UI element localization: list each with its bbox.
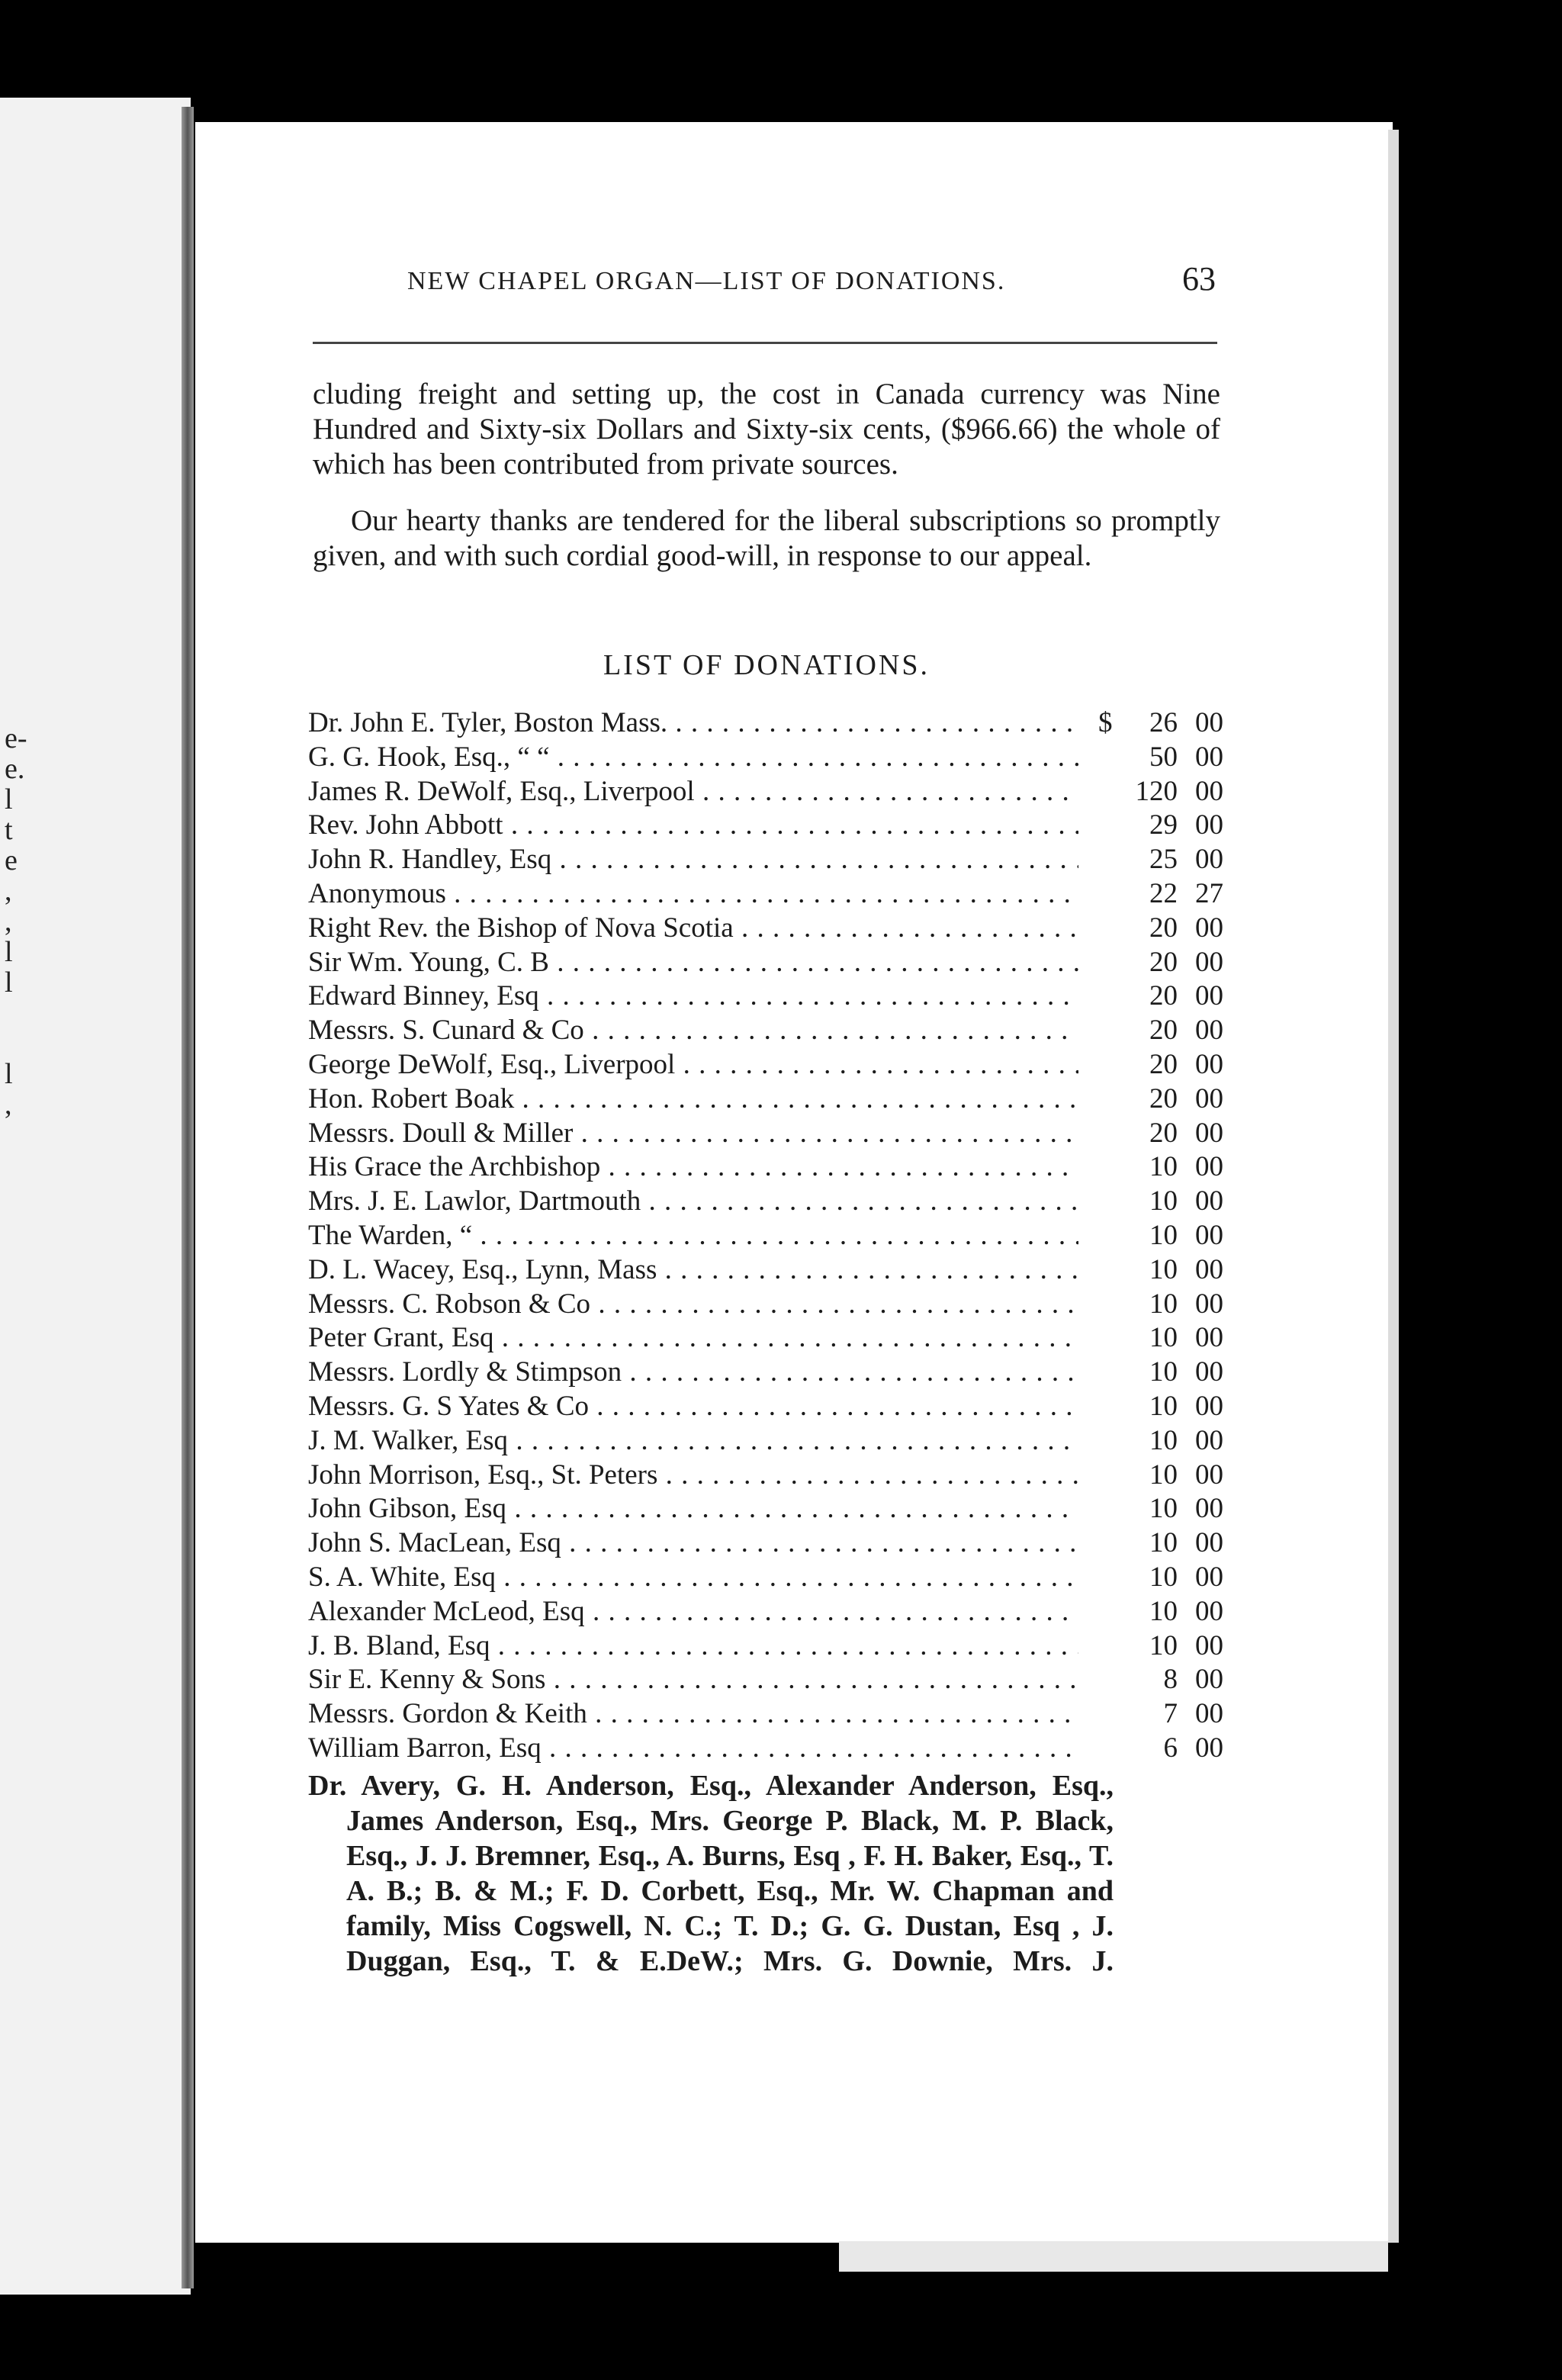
- donor-name: Sir Wm. Young, C. B . . .: [308, 946, 1078, 980]
- page-edge: [1388, 130, 1399, 2243]
- donation-dollars: 26: [1149, 707, 1178, 738]
- donation-row: [308, 1082, 1223, 1117]
- donation-dollars: 20: [1149, 1117, 1178, 1149]
- donation-row: [308, 1424, 1223, 1459]
- donor-name: Sir E. Kenny & Sons . . .: [308, 1663, 1078, 1697]
- donation-row: [308, 1663, 1223, 1697]
- donor-name: Messrs. S. Cunard & Co . . .: [308, 1014, 1078, 1048]
- donation-cents: 00: [1195, 1288, 1223, 1320]
- donation-dollars: 20: [1149, 980, 1178, 1012]
- donation-row: [308, 1288, 1223, 1322]
- donor-name: George DeWolf, Esq., Liverpool . . .: [308, 1048, 1078, 1082]
- donation-cents: 00: [1195, 707, 1223, 738]
- donation-dollars: 20: [1149, 1048, 1178, 1080]
- donation-cents: 00: [1195, 809, 1223, 841]
- donor-name: D. L. Wacey, Esq., Lynn, Mass . . .: [308, 1253, 1078, 1288]
- donor-name: Messrs. G. S Yates & Co . . .: [308, 1390, 1078, 1424]
- donor-name: Alexander McLeod, Esq . . .: [308, 1595, 1078, 1629]
- donation-dollars: 10: [1149, 1185, 1178, 1217]
- donation-dollars: 10: [1149, 1459, 1178, 1491]
- book-spine: [182, 107, 194, 2288]
- donation-cents: 00: [1195, 1424, 1223, 1456]
- donor-name: Peter Grant, Esq . . .: [308, 1321, 1078, 1356]
- donor-name: G. G. Hook, Esq., “ “ . . .: [308, 741, 1078, 775]
- donation-dollars: 10: [1149, 1322, 1178, 1354]
- donation-row: [308, 1253, 1223, 1288]
- donation-dollars: 10: [1149, 1219, 1178, 1251]
- donation-dollars: 10: [1149, 1424, 1178, 1456]
- facing-page-text-fragment: e- e. l t e , , l l l ,: [5, 722, 27, 1121]
- donation-cents: 00: [1195, 1493, 1223, 1525]
- donation-row: [308, 946, 1223, 980]
- donation-cents: 00: [1195, 741, 1223, 773]
- donor-name: Dr. John E. Tyler, Boston Mass. . . .: [308, 706, 1078, 741]
- donation-dollars: 7: [1163, 1698, 1178, 1730]
- donation-row: [308, 1561, 1223, 1595]
- donation-dollars: 10: [1149, 1288, 1178, 1320]
- donor-name: Hon. Robert Boak . . .: [308, 1082, 1078, 1117]
- donor-name: His Grace the Archbishop . . .: [308, 1150, 1078, 1185]
- donation-cents: 00: [1195, 1561, 1223, 1593]
- donation-cents: 00: [1195, 775, 1223, 807]
- donation-cents: 00: [1195, 980, 1223, 1012]
- donation-cents: 00: [1195, 1356, 1223, 1388]
- donor-name: Messrs. Lordly & Stimpson . . .: [308, 1356, 1078, 1390]
- donation-list: [308, 706, 1223, 1766]
- donor-name: The Warden, “ . . .: [308, 1219, 1078, 1253]
- donor-name: James R. DeWolf, Esq., Liverpool . . .: [308, 775, 1078, 809]
- currency-sign: $: [1098, 707, 1113, 738]
- donation-dollars: 10: [1149, 1595, 1178, 1627]
- donation-row: [308, 1150, 1223, 1185]
- donation-dollars: 10: [1149, 1629, 1178, 1661]
- donation-dollars: 10: [1149, 1151, 1178, 1183]
- donation-dollars: 10: [1149, 1493, 1178, 1525]
- donation-row: [308, 775, 1223, 809]
- donation-cents: 00: [1195, 1629, 1223, 1661]
- donation-cents: 00: [1195, 1322, 1223, 1354]
- donation-dollars: 10: [1149, 1561, 1178, 1593]
- donation-cents: 00: [1195, 1151, 1223, 1183]
- header-rule: [313, 342, 1217, 344]
- donation-cents: 00: [1195, 1219, 1223, 1251]
- donation-dollars: 10: [1149, 1356, 1178, 1388]
- donation-cents: 00: [1195, 946, 1223, 978]
- donation-row: [308, 1697, 1223, 1732]
- donation-row: [308, 706, 1223, 741]
- donation-cents: 00: [1195, 1185, 1223, 1217]
- donor-name: S. A. White, Esq . . .: [308, 1561, 1078, 1595]
- donor-name: J. M. Walker, Esq . . .: [308, 1424, 1078, 1459]
- donation-row: [308, 1048, 1223, 1082]
- donation-row: [308, 877, 1223, 912]
- donation-cents: 00: [1195, 1015, 1223, 1047]
- donation-row: [308, 809, 1223, 843]
- donation-row: [308, 1732, 1223, 1766]
- donation-cents: 00: [1195, 1048, 1223, 1080]
- donor-name: Messrs. C. Robson & Co . . .: [308, 1288, 1078, 1322]
- donation-row: [308, 1185, 1223, 1219]
- paragraph-thanks: Our hearty thanks are tendered for the liberal subscriptions so promptly given, and with such cordial good-will, in response to our appeal.: [313, 504, 1220, 572]
- donor-name: Mrs. J. E. Lawlor, Dartmouth . . .: [308, 1185, 1078, 1219]
- donation-cents: 00: [1195, 912, 1223, 944]
- donation-cents: 00: [1195, 1732, 1223, 1764]
- additional-donors-paragraph: Dr. Avery, G. H. Anderson, Esq., Alexander Anderson, Esq., James Anderson, Esq., Mrs. George P. Black, M. P. Black, Esq., J. J. Bremner, Esq., A. Burns, Esq , F. H. Baker, Esq., T. A. B.; B. & M.; F. D. Corbett, Esq., Mr. W. Chapman and family, Miss Cogswell, N. C.; T. D.; G. G. Dustan, Esq , J. Duggan, Esq., T. & E.DeW.; Mrs. G. Downie, Mrs. J.: [308, 1770, 1114, 1977]
- donation-cents: 00: [1195, 1117, 1223, 1149]
- donation-row: [308, 1390, 1223, 1424]
- donation-row: [308, 1526, 1223, 1561]
- donation-row: [308, 741, 1223, 775]
- donation-dollars: 20: [1149, 946, 1178, 978]
- donation-dollars: 8: [1163, 1664, 1178, 1696]
- donation-dollars: 20: [1149, 912, 1178, 944]
- donation-row: [308, 1014, 1223, 1048]
- donation-cents: 00: [1195, 1698, 1223, 1730]
- donation-row: [308, 1595, 1223, 1629]
- donation-dollars: 20: [1149, 1082, 1178, 1114]
- donation-dollars: 20: [1149, 1015, 1178, 1047]
- donor-name: Anonymous . . .: [308, 877, 1078, 912]
- donation-row: [308, 912, 1223, 946]
- donation-dollars: 10: [1149, 1527, 1178, 1559]
- donation-dollars: 10: [1149, 1390, 1178, 1422]
- donation-cents: 27: [1195, 877, 1223, 909]
- donation-cents: 00: [1195, 1527, 1223, 1559]
- donor-name: John Gibson, Esq . . .: [308, 1492, 1078, 1526]
- paragraph-cost: cluding freight and setting up, the cost in Canada currency was Nine Hundred and Sixty-six Dollars and Sixty-six cents, ($966.66) the whole of which has been contributed from private sources.: [313, 378, 1220, 481]
- donation-dollars: 6: [1163, 1732, 1178, 1764]
- donor-name: Messrs. Gordon & Keith . . .: [308, 1697, 1078, 1732]
- donation-row: [308, 1219, 1223, 1253]
- donation-dollars: 120: [1135, 775, 1178, 807]
- donor-name: Messrs. Doull & Miller . . .: [308, 1117, 1078, 1151]
- donation-dollars: 10: [1149, 1253, 1178, 1285]
- donation-cents: 00: [1195, 844, 1223, 876]
- donation-cents: 00: [1195, 1253, 1223, 1285]
- donor-name: John R. Handley, Esq . . .: [308, 843, 1078, 877]
- donor-name: Right Rev. the Bishop of Nova Scotia . . .: [308, 912, 1078, 946]
- donation-dollars: 25: [1149, 844, 1178, 876]
- donation-dollars: 29: [1149, 809, 1178, 841]
- facing-page-fragment: [0, 98, 191, 2295]
- list-heading: LIST OF DONATIONS.: [603, 649, 930, 681]
- donor-name: William Barron, Esq . . .: [308, 1732, 1078, 1766]
- donation-cents: 00: [1195, 1595, 1223, 1627]
- donation-row: [308, 843, 1223, 877]
- donation-cents: 00: [1195, 1082, 1223, 1114]
- page-bottom-edge: [839, 2241, 1388, 2272]
- donation-row: [308, 1492, 1223, 1526]
- donation-row: [308, 1459, 1223, 1493]
- donation-cents: 00: [1195, 1390, 1223, 1422]
- donation-row: [308, 1629, 1223, 1664]
- donor-name: J. B. Bland, Esq . . .: [308, 1629, 1078, 1664]
- donation-row: [308, 1321, 1223, 1356]
- donation-row: [308, 979, 1223, 1014]
- donor-name: John S. MacLean, Esq . . .: [308, 1526, 1078, 1561]
- running-title: NEW CHAPEL ORGAN—LIST OF DONATIONS.: [407, 267, 1006, 295]
- donation-row: [308, 1356, 1223, 1390]
- donation-cents: 00: [1195, 1459, 1223, 1491]
- donor-name: John Morrison, Esq., St. Peters . . .: [308, 1459, 1078, 1493]
- donor-name: Rev. John Abbott . . .: [308, 809, 1078, 843]
- page-number: 63: [1182, 260, 1216, 298]
- donation-dollars: 50: [1149, 741, 1178, 773]
- donation-cents: 00: [1195, 1664, 1223, 1696]
- donation-row: [308, 1117, 1223, 1151]
- donation-dollars: 22: [1149, 877, 1178, 909]
- donor-name: Edward Binney, Esq . . .: [308, 979, 1078, 1014]
